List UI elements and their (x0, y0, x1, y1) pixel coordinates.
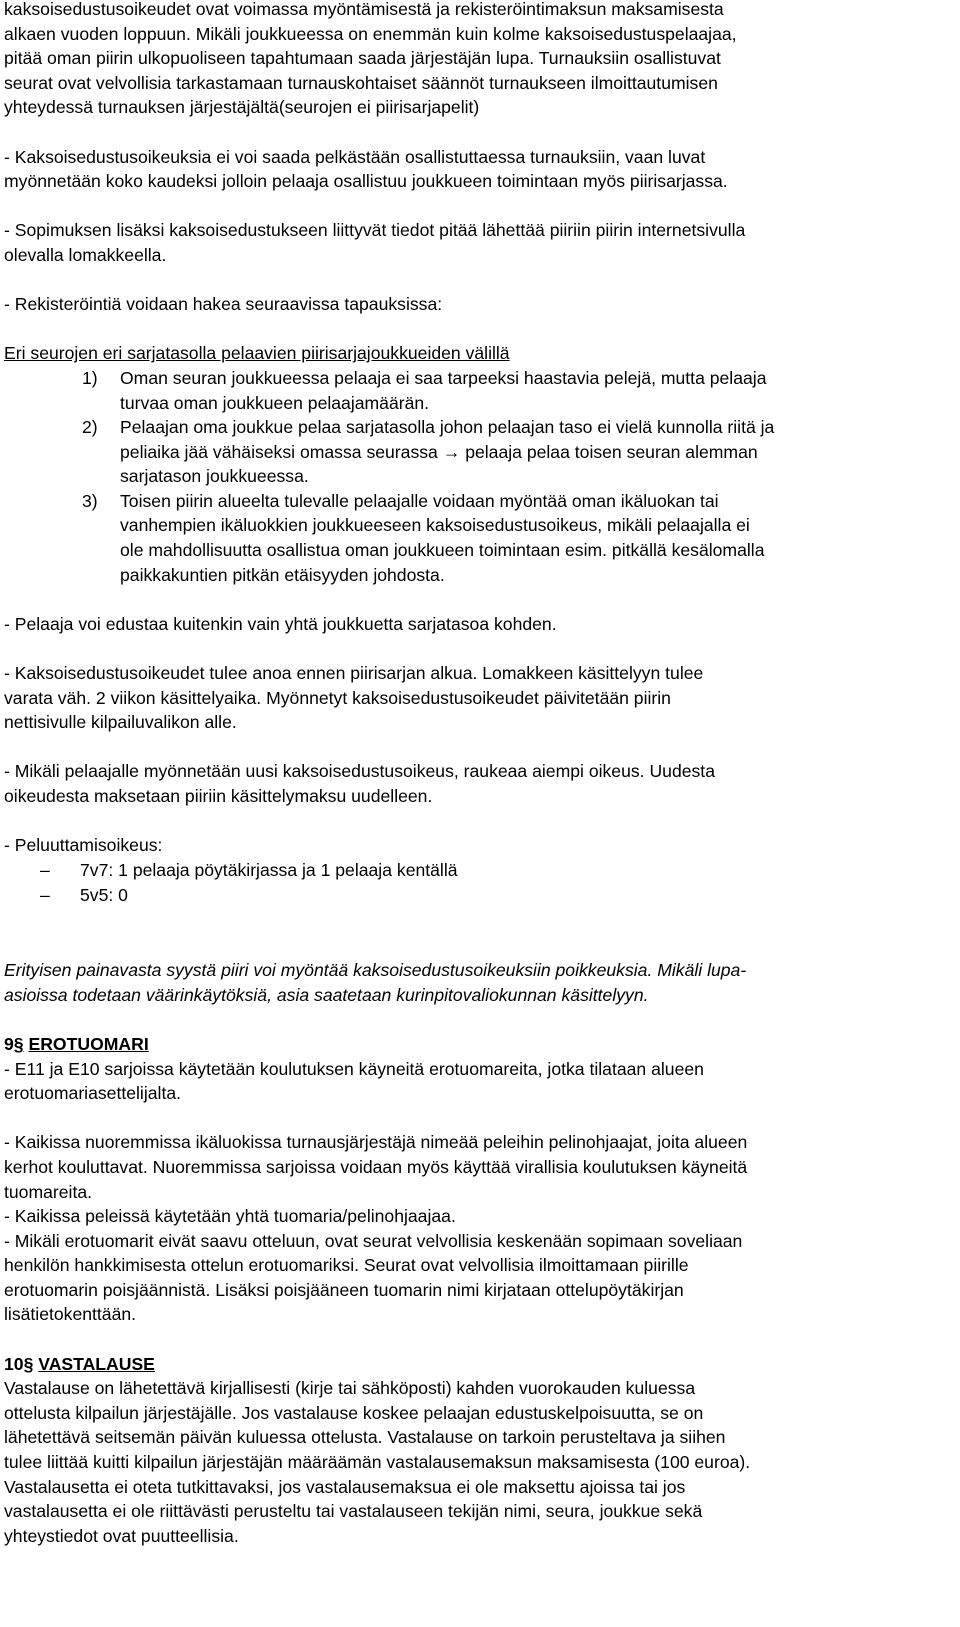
section-sign: § (13, 1033, 24, 1054)
registration-paragraph: - Rekisteröintiä voidaan hakea seuraavissa tapauksissa: (4, 294, 443, 315)
one-team-paragraph: - Pelaaja voi edustaa kuitenkin vain yhtä joukkuetta sarjatasoa kohden. (4, 613, 557, 634)
section-9-paragraph (4, 1057, 954, 1106)
list-item (4, 883, 954, 909)
text-line: Toisen piirin alueelta tulevalle pelaajalle voidaan myöntää oman ikäluokan tai (120, 490, 719, 511)
text-line: paikkakuntien pitkän etäisyyden johdosta. (120, 564, 445, 585)
text-line: - Kaikissa nuoremmissa ikäluokissa turnausjärjestäjä nimeää peleihin pelinohjaajat, joita alueen (4, 1132, 748, 1153)
season-paragraph (4, 145, 954, 194)
section-number: 10 (4, 1353, 24, 1374)
text-line: - Sopimuksen lisäksi kaksoisedustukseen liittyvät tiedot pitää lähettää piiriin piirin internetsivulla (4, 220, 746, 241)
text-line: Vastalausetta ei oteta tutkittavaksi, jos vastalausemaksua ei ole maksettu ajoissa tai jos (4, 1476, 686, 1497)
text-line: myönnetään koko kaudeksi jolloin pelaaja osallistuu joukkueen toimintaan myös piirisarjassa. (4, 171, 728, 192)
text-line: vanhempien ikäluokkien joukkueeseen kaksoisedustusoikeus, mikäli pelaajalla ei (120, 515, 750, 536)
text-line: seurat ovat velvollisia tarkastamaan turnauskohtaiset säännöt turnaukseen ilmoittautumisen (4, 72, 718, 93)
cases-heading: Eri seurojen eri sarjatasolla pelaavien piirisarjajoukkueiden välillä (4, 343, 510, 364)
text-line: - Kaikissa peleissä käytetään yhtä tuomaria/pelinohjaajaa. (4, 1206, 456, 1227)
section-10-heading (4, 1352, 954, 1377)
list-number: 2) (82, 417, 98, 438)
text-line: ole mahdollisuutta osallistua oman joukkueen toimintaan esim. pitkällä kesälomalla (120, 540, 765, 561)
apply-paragraph (4, 661, 954, 735)
list-number: 3) (82, 490, 98, 511)
section-10-paragraph (4, 1376, 954, 1548)
text-line: varata väh. 2 viikon käsittelyaika. Myönnetyt kaksoisedustusoikeudet päivitetään piirin (4, 687, 671, 708)
text-line: - Kaksoisedustusoikeuksia ei voi saada pelkästään osallistuttaessa turnauksiin, vaan luvat (4, 146, 706, 167)
text-line: lähetettävä seitsemän päivän kuluessa ottelusta. Vastalause on tarkoin perusteltava ja siihen (4, 1427, 726, 1448)
document-page (4, 0, 954, 1548)
form-paragraph (4, 218, 954, 267)
text-line: erotuomarin poisjäännistä. Lisäksi poisjääneen tuomarin nimi kirjataan ottelupöytäkirjan (4, 1279, 684, 1300)
list-item-text (120, 415, 954, 489)
list-number: 1) (82, 367, 98, 388)
text-line: vastalausetta ei ole riittävästi perusteltu tai vastalauseen tekijän nimi, seura, joukkue sekä (4, 1501, 703, 1522)
text-line: kerhot kouluttavat. Nuoremmissa sarjoissa voidaan myös käyttää virallisia koulutuksen käyneitä (4, 1156, 748, 1177)
text-line: peliaika jää vähäiseksi omassa seurassa → pelaaja pelaa toisen seuran alemman (120, 441, 758, 462)
text-line: lisätietokenttään. (4, 1304, 137, 1325)
text-line: - Mikäli erotuomarit eivät saavu otteluun, ovat seurat velvollisia keskenään sopimaan soveliaan (4, 1230, 743, 1251)
text-line: olevalla lomakkeella. (4, 244, 167, 265)
cases-list (4, 366, 954, 587)
list-item (4, 366, 954, 415)
text-line: yhteydessä turnauksen järjestäjältä(seurojen ei piirisarjapelit) (4, 97, 480, 118)
text-line: tuomareita. (4, 1181, 93, 1202)
new-right-paragraph (4, 759, 954, 808)
list-item (4, 489, 954, 587)
text-line: kaksoisedustusoikeudet ovat voimassa myöntämisestä ja rekisteröintimaksun maksamisesta (4, 0, 724, 19)
exception-paragraph (4, 958, 954, 1007)
text-line: - Mikäli pelaajalle myönnetään uusi kaksoisedustusoikeus, raukeaa aiempi oikeus. Uudesta (4, 761, 715, 782)
play-rights-list (4, 858, 954, 909)
list-item (4, 415, 954, 489)
text-line: yhteystiedot ovat puutteellisia. (4, 1525, 239, 1546)
section-title: EROTUOMARI (28, 1033, 149, 1054)
text-line: asioissa todetaan väärinkäytöksiä, asia saatetaan kurinpitovaliokunnan käsittelyyn. (4, 984, 649, 1005)
text-line: sarjatason joukkueessa. (120, 466, 309, 487)
section-9-paragraph (4, 1130, 954, 1327)
list-item (4, 858, 954, 884)
text-line: Vastalause on lähetettävä kirjallisesti (kirje tai sähköposti) kahden vuorokauden kuluessa (4, 1378, 696, 1399)
text-line: Oman seuran joukkueessa pelaaja ei saa tarpeeksi haastavia pelejä, mutta pelaaja (120, 367, 767, 388)
list-item-text: 5v5: 0 (80, 885, 128, 906)
section-number: 9 (4, 1033, 14, 1054)
list-item-text: 7v7: 1 pelaaja pöytäkirjassa ja 1 pelaaja kentällä (80, 859, 458, 880)
text-line: - E11 ja E10 sarjoissa käytetään koulutuksen käyneitä erotuomareita, jotka tilataan alueen (4, 1058, 704, 1079)
text-line: nettisivulle kilpailuvalikon alle. (4, 712, 237, 733)
text-line: ottelusta kilpailun järjestäjälle. Jos vastalause koskee pelaajan edustuskelpoisuutta, se on (4, 1402, 704, 1423)
dash-bullet: – (40, 859, 50, 880)
text-line: Pelaajan oma joukkue pelaa sarjatasolla johon pelaajan taso ei vielä kunnolla riitä ja (120, 417, 775, 438)
text-line: alkaen vuoden loppuun. Mikäli joukkueessa on enemmän kuin kolme kaksoisedustuspelaajaa, (4, 23, 737, 44)
text-line: henkilön hankkimisesta ottelun erotuomariksi. Seurat ovat velvollisia ilmoittamaan piirille (4, 1255, 689, 1276)
dash-bullet: – (40, 885, 50, 906)
play-right-paragraph: - Peluuttamisoikeus: (4, 835, 163, 856)
text-line: erotuomariasettelijalta. (4, 1083, 182, 1104)
text-line: pitää oman piirin ulkopuoliseen tapahtumaan saada järjestäjän lupa. Turnauksiin osallistuvat (4, 48, 721, 69)
section-9-heading (4, 1032, 954, 1057)
section-sign: § (23, 1353, 34, 1374)
text-line: oikeudesta maksetaan piiriin käsittelymaksu uudelleen. (4, 786, 433, 806)
text-line: turvaa oman joukkueen pelaajamäärän. (120, 392, 430, 413)
list-item-text (120, 489, 954, 587)
list-item-text (120, 366, 954, 415)
section-title: VASTALAUSE (38, 1353, 155, 1374)
text-line: Erityisen painavasta syystä piiri voi myöntää kaksoisedustusoikeuksiin poikkeuksia. Mikäli lupa- (4, 960, 747, 981)
intro-paragraph (4, 0, 954, 120)
text-line: - Kaksoisedustusoikeudet tulee anoa ennen piirisarjan alkua. Lomakkeen käsittelyyn tulee (4, 663, 704, 684)
text-line: tulee liittää kuitti kilpailun järjestäjän määräämän vastalausemaksun maksamisesta (100 euroa). (4, 1452, 751, 1473)
